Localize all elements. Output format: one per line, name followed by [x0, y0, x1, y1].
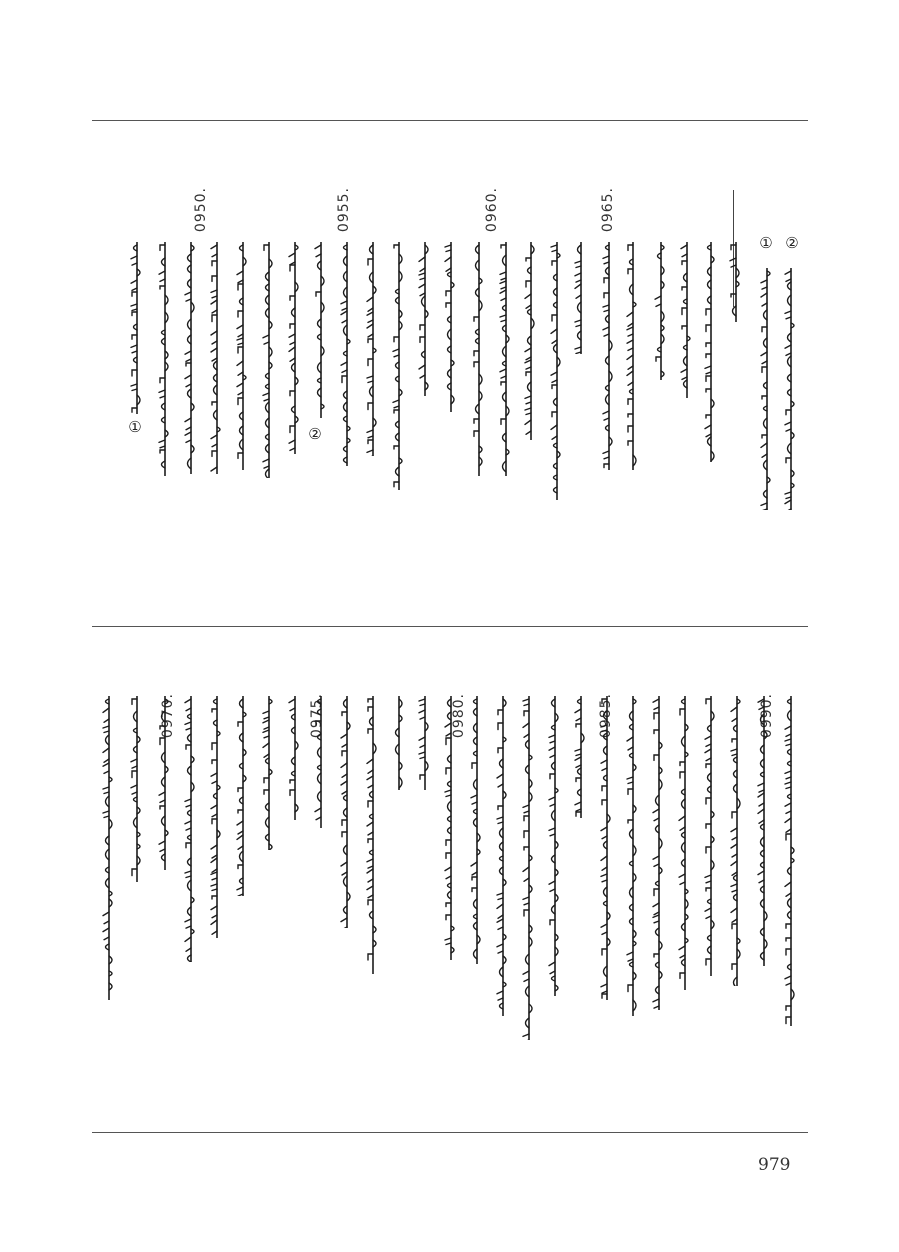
line-number-0950: 0950. — [193, 187, 209, 233]
reference-mark-2: ② — [308, 425, 322, 443]
line-number-0985: 0985. — [598, 693, 614, 739]
bottom-column-17 — [364, 696, 380, 974]
page-number: 979 — [758, 1155, 791, 1175]
top-column-8 — [600, 242, 616, 470]
bottom-column-19 — [312, 696, 328, 828]
top-column-7 — [624, 242, 640, 470]
bottom-column-2 — [755, 696, 771, 966]
bottom-column-14 — [442, 696, 458, 960]
top-column-1 — [782, 268, 798, 510]
line-number-0965: 0965. — [600, 187, 616, 233]
bottom-column-18 — [338, 696, 354, 928]
line-number-0960: 0960. — [484, 187, 500, 233]
bottom-column-25 — [156, 696, 172, 870]
bottom-column-10 — [546, 696, 562, 996]
reference-mark-1: ① — [128, 418, 142, 436]
bottom-column-3 — [728, 696, 744, 986]
bottom-column-5 — [676, 696, 692, 990]
bottom-column-16 — [390, 696, 406, 790]
bottom-column-4 — [702, 696, 718, 976]
top-column-11 — [522, 242, 538, 440]
top-column-17 — [364, 242, 380, 456]
bottom-column-11 — [520, 696, 536, 1040]
top-column-13 — [470, 242, 486, 476]
top-column-5 — [678, 242, 694, 398]
bottom-column-22 — [234, 696, 250, 896]
top-column-20 — [286, 242, 302, 454]
bottom-column-21 — [260, 696, 276, 850]
line-number-0975: 0975. — [309, 693, 325, 739]
top-column-12 — [497, 242, 513, 476]
top-column-19 — [312, 242, 328, 418]
top-column-21 — [260, 242, 276, 478]
bottom-column-13 — [468, 696, 484, 964]
bottom-column-8 — [598, 696, 614, 1000]
top-column-2 — [758, 268, 774, 510]
top-column-22 — [234, 242, 250, 470]
bottom-column-24 — [182, 696, 198, 962]
line-number-0970: 0970. — [160, 693, 176, 739]
top-column-24 — [182, 242, 198, 474]
footnote-mark-2: ② — [785, 234, 799, 252]
line-number-0955: 0955. — [336, 187, 352, 233]
top-column-9 — [572, 242, 588, 354]
middle-divider — [92, 626, 808, 627]
top-column-26 — [128, 242, 144, 414]
top-column-4 — [702, 242, 718, 462]
top-column-15 — [416, 242, 432, 396]
bottom-column-1 — [782, 696, 798, 1026]
top-column-25 — [156, 242, 172, 476]
bottom-column-12 — [494, 696, 510, 1016]
top-column-3 — [727, 242, 743, 322]
line-number-0980: 0980. — [451, 693, 467, 739]
bottom-column-27 — [100, 696, 116, 1000]
bottom-column-15 — [416, 696, 432, 790]
bottom-divider — [92, 1132, 808, 1133]
top-column-6 — [652, 242, 668, 380]
top-divider — [92, 120, 808, 121]
bottom-column-23 — [208, 696, 224, 938]
footnote-mark-1: ① — [759, 234, 773, 252]
bottom-column-6 — [650, 696, 666, 1010]
bottom-column-9 — [572, 696, 588, 818]
top-column-18 — [338, 242, 354, 466]
top-column-14 — [442, 242, 458, 412]
top-column-23 — [208, 242, 224, 474]
bottom-column-26 — [128, 696, 144, 882]
top-column-16 — [390, 242, 406, 490]
line-number-0990: 0990. — [759, 693, 775, 739]
bottom-column-7 — [624, 696, 640, 1016]
bottom-column-20 — [286, 696, 302, 820]
top-column-10 — [548, 242, 564, 500]
